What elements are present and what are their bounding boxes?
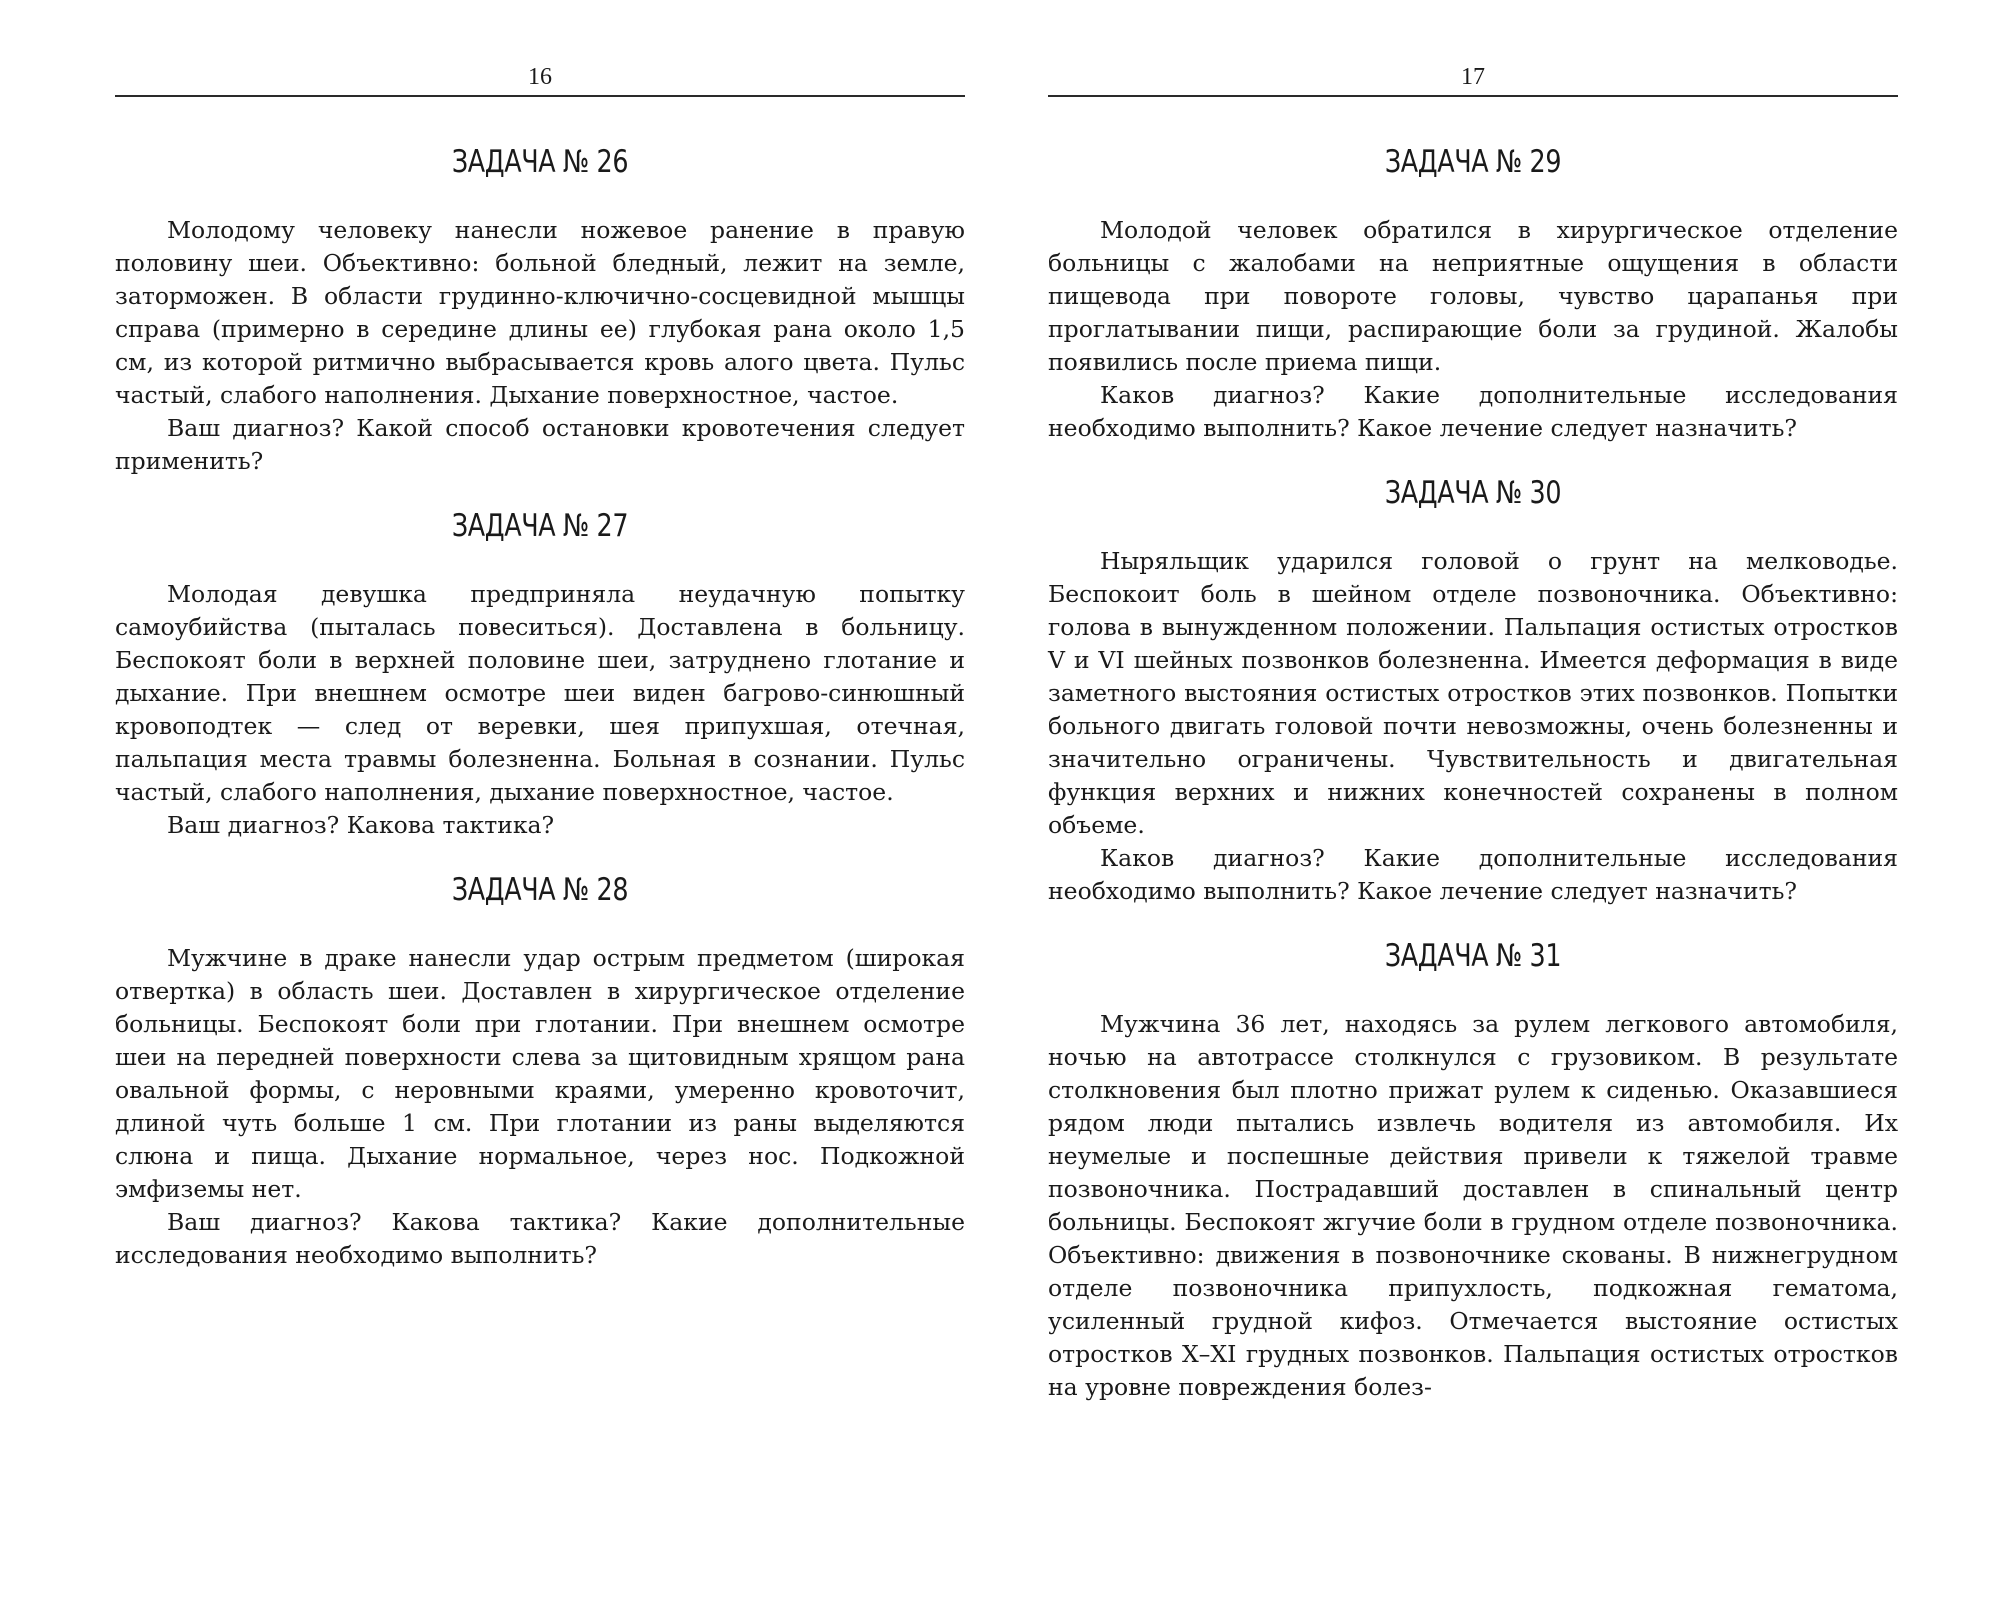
task-text: Мужчине в драке нанесли удар острым предметом (широкая отвертка) в область шеи. Доставлен в хирургическое отделение больницы. Беспокоят боли при глотании. При внешнем осмотре шеи на передней поверхности слева за щитовидным хрящом рана овальной формы, с неровными краями, умеренно кровоточит, длиной чуть больше 1 см. При глотании из раны выделяются слюна и пища. Дыхание нормальное, через нос. Подкожной эмфиземы нет. bbox=[115, 944, 965, 1203]
task-text: Молодому человеку нанесли ножевое ранение в правую половину шеи. Объективно: больной бледный, лежит на земле, заторможен. В области грудинно-ключично-сосцевидной мышцы справа (примерно в середине длины ее) глубокая рана около 1,5 см, из которой ритмично выбрасывается кровь алого цвета. Пульс частый, слабого наполнения. Дыхание поверхностное, частое. bbox=[115, 216, 965, 409]
left-page bbox=[115, 0, 965, 1622]
task-title: ЗАДАЧА № 28 bbox=[451, 872, 629, 908]
task-title: ЗАДАЧА № 27 bbox=[451, 508, 629, 544]
task-title: ЗАДАЧА № 26 bbox=[451, 144, 629, 180]
page-number: 16 bbox=[528, 64, 552, 90]
task-question: Ваш диагноз? Какова тактика? bbox=[167, 811, 555, 839]
header-rule bbox=[1048, 95, 1898, 97]
task-text: Молодой человек обратился в хирургическое отделение больницы с жалобами на неприятные ощущения в области пищевода при повороте головы, чувство царапанья при проглатывании пищи, распирающие боли за грудиной. Жалобы появились после приема пищи. bbox=[1048, 216, 1898, 376]
task-text: Ныряльщик ударился головой о грунт на мелководье. Беспокоит боль в шейном отделе позвоночника. Объективно: голова в вынужденном положении. Пальпация остистых отростков V и VI шейных позвонков болезненна. Имеется деформация в виде заметного выстояния остистых отростков этих позвонков. Попытки больного двигать головой почти невозможны, очень болезненны и значительно ограничены. Чувствительность и двигательная функция верхних и нижних конечностей сохранены в полном объеме. bbox=[1048, 547, 1898, 839]
right-page bbox=[1048, 0, 1898, 1622]
task-question: Ваш диагноз? Какой способ остановки кровотечения следует применить? bbox=[115, 414, 965, 475]
task-title: ЗАДАЧА № 31 bbox=[1384, 938, 1562, 974]
header-rule bbox=[115, 95, 965, 97]
task-question: Ваш диагноз? Какова тактика? Какие дополнительные исследования необходимо выполнить? bbox=[115, 1208, 965, 1269]
task-question: Каков диагноз? Какие дополнительные исследования необходимо выполнить? Какое лечение следует назначить? bbox=[1048, 844, 1898, 905]
page-content bbox=[115, 140, 965, 1298]
task-title: ЗАДАЧА № 29 bbox=[1384, 144, 1562, 180]
task-text: Мужчина 36 лет, находясь за рулем легкового автомобиля, ночью на автотрассе столкнулся с грузовиком. В результате столкновения был плотно прижат рулем к сиденью. Оказавшиеся рядом люди пытались извлечь водителя из автомобиля. Их неумелые и поспешные действия привели к тяжелой травме позвоночника. Пострадавший доставлен в спинальный центр больницы. Беспокоят жгучие боли в грудном отделе позвоночника. Объективно: движения в позвоночнике скованы. В нижнегрудном отделе позвоночника припухлость, подкожная гематома, усиленный грудной кифоз. Отмечается выстояние остистых отростков X–XI грудных позвонков. Пальпация остистых отростков на уровне повреждения болез- bbox=[1048, 1010, 1898, 1401]
task-text: Молодая девушка предприняла неудачную попытку самоубийства (пыталась повеситься). Доставлена в больницу. Беспокоят боли в верхней половине шеи, затруднено глотание и дыхание. При внешнем осмотре шеи виден багрово-синюшный кровоподтек — след от веревки, шея припухшая, отечная, пальпация места травмы болезненна. Больная в сознании. Пульс частый, слабого наполнения, дыхание поверхностное, частое. bbox=[115, 580, 965, 806]
task-title: ЗАДАЧА № 30 bbox=[1384, 475, 1562, 511]
page-number: 17 bbox=[1461, 64, 1485, 90]
task-question: Каков диагноз? Какие дополнительные исследования необходимо выполнить? Какое лечение следует назначить? bbox=[1048, 381, 1898, 442]
page-content bbox=[1048, 140, 1898, 1404]
